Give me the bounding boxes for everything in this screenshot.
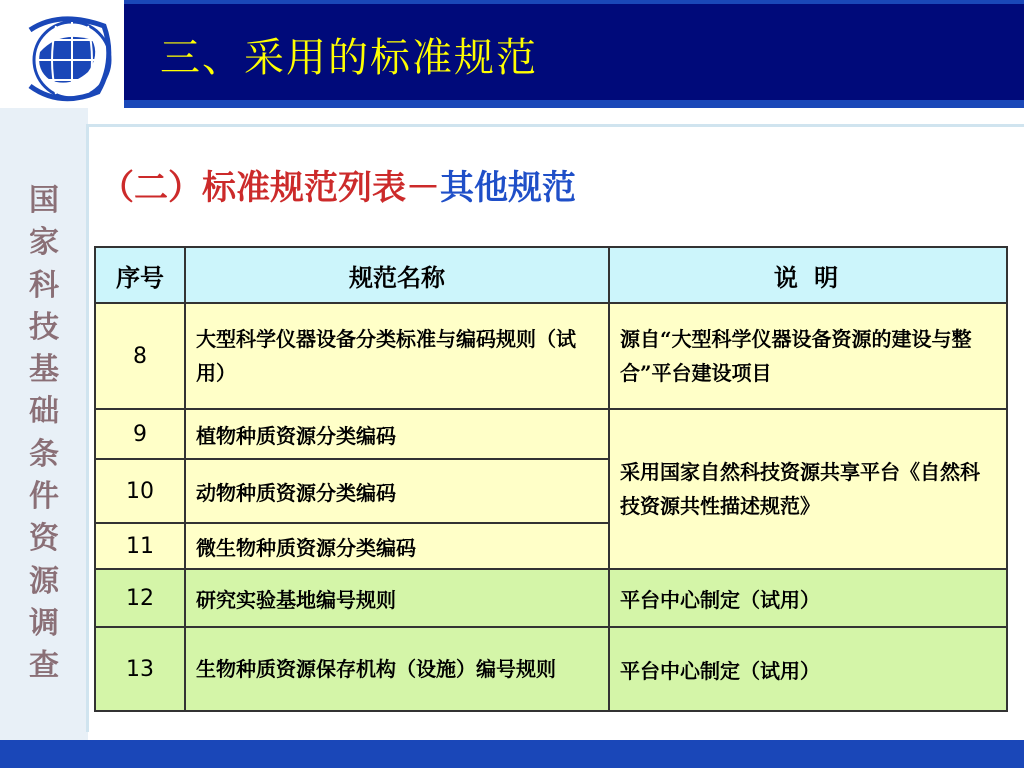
sidebar-divider (86, 124, 89, 732)
table-row (95, 303, 1007, 409)
vertical-char: 科 (29, 267, 59, 303)
vertical-char: 基 (29, 352, 59, 388)
row-number: 11 (95, 523, 185, 569)
vertical-char: 源 (29, 563, 59, 599)
vertical-char: 条 (29, 436, 59, 472)
globe-logo-icon (0, 0, 124, 108)
vertical-char: 国 (29, 183, 59, 218)
row-note: 采用国家自然科技资源共享平台《自然科技资源共性描述规范》 (609, 409, 1007, 569)
table-row (95, 569, 1007, 627)
standards-table (94, 246, 1008, 712)
vertical-char: 查 (29, 648, 59, 684)
row-number: 9 (95, 409, 185, 459)
content-top-divider (86, 124, 1024, 127)
col-header-name: 规范名称 (185, 247, 609, 303)
vertical-title (18, 180, 70, 688)
row-note: 平台中心制定（试用） (609, 627, 1007, 711)
row-number: 12 (95, 569, 185, 627)
col-header-note: 说 明 (609, 247, 1007, 303)
row-number: 10 (95, 459, 185, 523)
row-number: 13 (95, 627, 185, 711)
vertical-char: 资 (29, 521, 59, 557)
vertical-char: 件 (29, 479, 59, 515)
row-name: 大型科学仪器设备分类标准与编码规则（试用） (185, 303, 609, 409)
row-number: 8 (95, 303, 185, 409)
subtitle-main: （二）标准规范列表－ (100, 168, 440, 208)
row-note: 源自“大型科学仪器设备资源的建设与整合”平台建设项目 (609, 303, 1007, 409)
footer-bar (0, 740, 1024, 768)
table-row (95, 409, 1007, 459)
vertical-char: 础 (29, 394, 59, 430)
row-name: 研究实验基地编号规则 (185, 569, 609, 627)
row-name: 生物种质资源保存机构（设施）编号规则 (185, 627, 609, 711)
page-title: 三、采用的标准规范 (160, 35, 538, 81)
vertical-char: 调 (29, 605, 59, 641)
row-name: 动物种质资源分类编码 (185, 459, 609, 523)
col-header-number: 序号 (95, 247, 185, 303)
section-subtitle (100, 160, 576, 209)
table-header-row (95, 247, 1007, 303)
vertical-char: 技 (29, 309, 59, 345)
table-row (95, 627, 1007, 711)
row-name: 微生物种质资源分类编码 (185, 523, 609, 569)
row-note: 平台中心制定（试用） (609, 569, 1007, 627)
subtitle-highlight: 其他规范 (440, 168, 576, 208)
row-name: 植物种质资源分类编码 (185, 409, 609, 459)
vertical-char: 家 (29, 225, 59, 261)
